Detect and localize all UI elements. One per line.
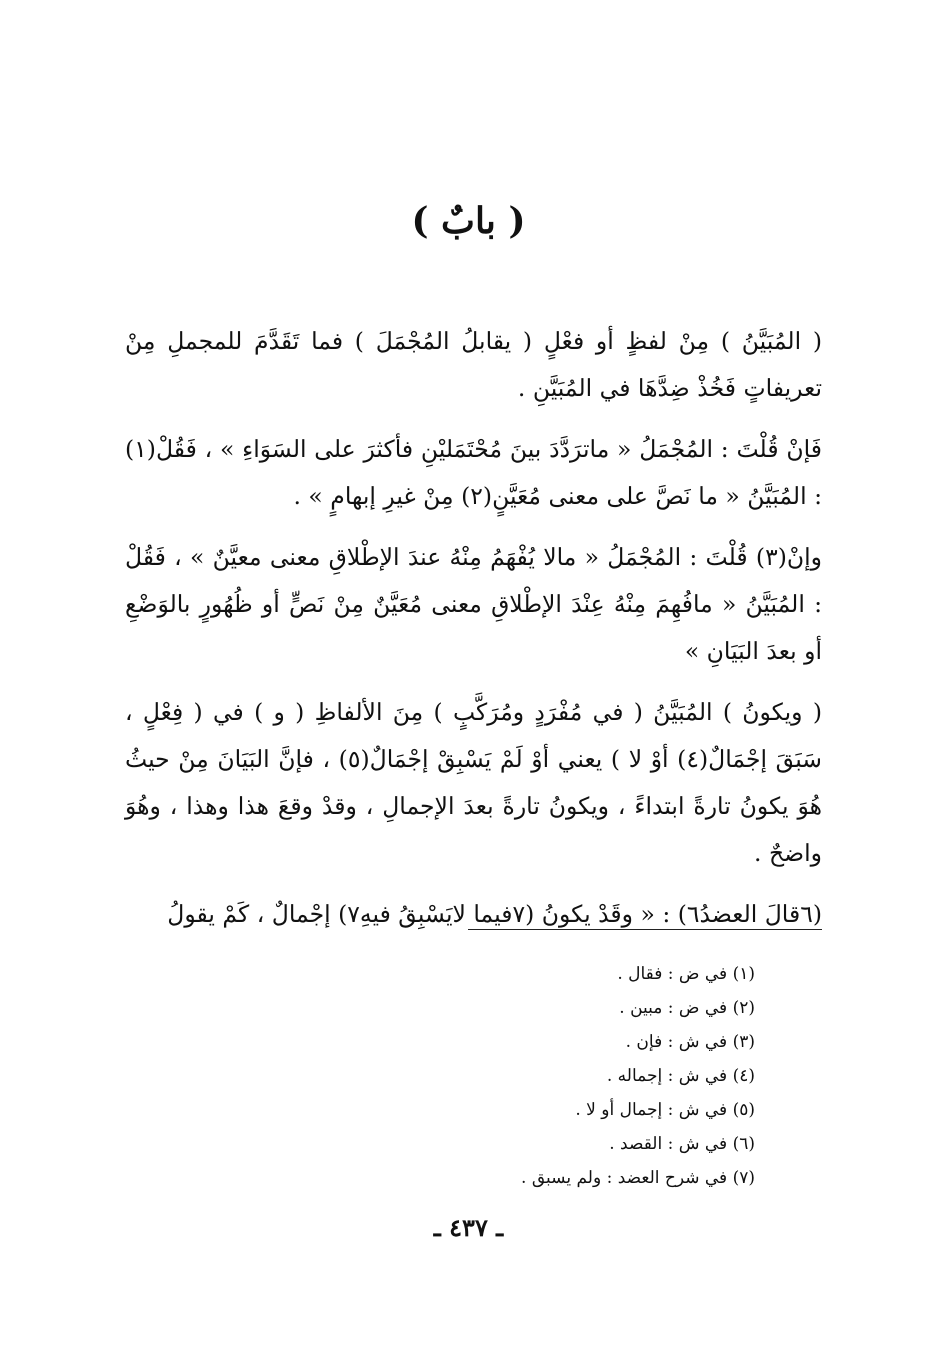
chapter-heading: ( بابٌ ): [411, 200, 526, 242]
paragraph-1: ( المُبَيَّنُ ) مِنْ لفظٍ أو فعْلٍ ( يقابلُ المُجْمَلَ ) فما تَقَدَّمَ للمجملِ مِنْ تعريفاتٍ فَخُذْ ضِدَّهَا في المُبَيَّنِ .: [125, 327, 822, 402]
footnote-7: (٧) في شرح العضد : ولم يسبق .: [521, 1168, 755, 1188]
footnote-2: (٢) في ض : مبين .: [619, 998, 755, 1018]
footnote-6: (٦) في ش : القصد .: [609, 1134, 755, 1154]
footnote-divider: [468, 929, 822, 930]
paragraph-5: (٦قالَ العضدُ٦) : « وقَدْ يكونُ (٧فيما لايَسْبِقُ فيهِ٧) إجْمالٌ ، كَمْ يقولُ: [167, 900, 822, 928]
footnote-5: (٥) في ش : إجمال أو لا .: [575, 1100, 755, 1120]
paragraph-4: ( ويكونُ ) المُبَيَّنُ ( في مُفْرَدٍ ومُرَكَّبٍ ) مِنَ الألفاظِ ( و ) في ( فِعْلٍ ، سَبَقَ إجْمَالٌ(٤) أوْ لا ) يعني أوْ لَمْ يَسْبِقْ إجْمَالٌ(٥) ، فإنَّ البَيَانَ مِنْ حيثُ هُوَ يكونُ تارةً ابتداءً ، ويكونُ تارةً بعدَ الإجمالِ ، وقدْ وقعَ هذا وهذا ، وهُوَ واضحٌ .: [125, 698, 822, 867]
footnote-1: (١) في ض : فقال .: [617, 964, 755, 984]
footnote-3: (٣) في ش : فإن .: [625, 1032, 755, 1052]
page-number: ـ ٤٣٧ ـ: [433, 1213, 504, 1242]
footnotes-list: [380, 957, 755, 1195]
main-text: [125, 318, 822, 952]
footnote-4: (٤) في ش : إجماله .: [606, 1066, 755, 1086]
paragraph-3: وإنْ(٣) قُلْتَ : المُجْمَلُ « مالا يُفْهَمُ مِنْهُ عندَ الإطْلاقِ معنى معيَّنٌ » ، فَقُلْ : المُبَيَّنُ « مافُهِمَ مِنْهُ عِنْدَ الإطْلاقِ معنى مُعَيَّنٌ مِنْ نَصٍّ أو ظُهُورٍ بالوَضْعِ أو بعدَ البَيَانِ »: [125, 543, 822, 665]
paragraph-2: فَإنْ قُلْتَ : المُجْمَلُ « ماترَدَّدَ بينَ مُحْتَمَليْنِ فأكثرَ على السَوَاءِ » ، فَقُلْ(١) : المُبَيَّنُ « ما نَصَّ على معنى مُعَيَّنٍ(٢) مِنْ غيرِ إبهامٍ » .: [125, 435, 822, 510]
